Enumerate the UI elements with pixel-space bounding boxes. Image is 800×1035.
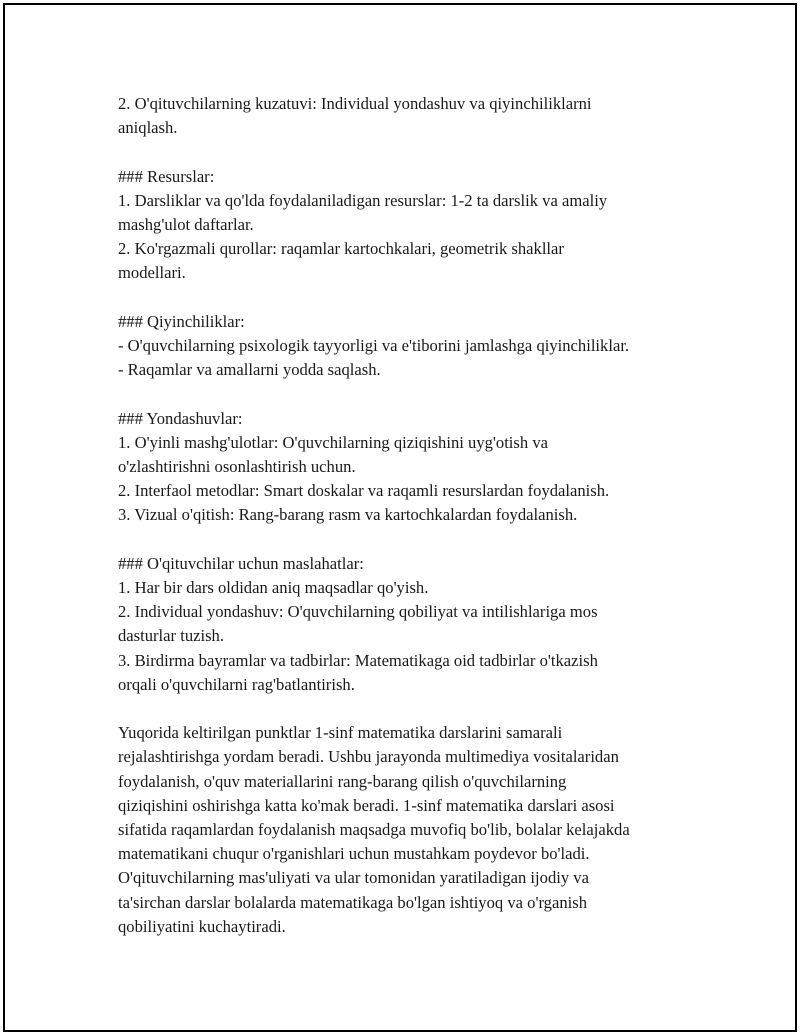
- text-line: 1. Har bir dars oldidan aniq maqsadlar qo'yish.: [118, 578, 429, 597]
- paragraph-gap: [118, 697, 718, 721]
- text-line: mashg'ulot daftarlar.: [118, 215, 254, 234]
- text-line: 1. O'yinli mashg'ulotlar: O'quvchilarning qiziqishini uyg'otish va: [118, 432, 548, 452]
- paragraph-gap: [118, 528, 718, 552]
- paragraph-gap: [118, 382, 718, 406]
- text-line: - O'quvchilarning psixologik tayyorligi va e'tiborini jamlashga qiyinchiliklar.: [118, 336, 630, 355]
- paragraph-gap: [118, 286, 718, 310]
- text-line: 2. Interfaol metodlar: Smart doskalar va raqamli resurslardan foydalanish.: [118, 481, 610, 501]
- text-line: Yuqorida keltirilgan punktlar 1-sinf matematika darslarini samarali: [118, 723, 563, 743]
- text-line: o'zlashtirishni osonlashtirish uchun.: [118, 457, 356, 476]
- text-line: 3. Birdirma bayramlar va tadbirlar: Matematikaga oid tadbirlar o'tkazish: [118, 650, 598, 670]
- text-line: foydalanish, o'quv materiallarini rang-barang qilish o'quvchilarning: [118, 771, 567, 791]
- text-line: aniqlash.: [118, 118, 178, 138]
- text-line: 3. Vizual o'qitish: Rang-barang rasm va kartochkalardan foydalanish.: [118, 505, 578, 525]
- text-line: qobiliyatini kuchaytiradi.: [118, 916, 286, 936]
- text-line: 2. O'qituvchilarning kuzatuvi: Individual yondashuv va qiyinchiliklarni: [118, 94, 592, 113]
- text-line: rejalashtirishga yordam beradi. Ushbu jarayonda multimediya vositalaridan: [118, 747, 619, 767]
- paragraph-gap: [118, 140, 718, 164]
- text-line: modellari.: [118, 263, 186, 283]
- text-line: - Raqamlar va amallarni yodda saqlash.: [118, 360, 381, 380]
- text-line: 2. Individual yondashuv: O'quvchilarning qobiliyat va intilishlariga mos: [118, 602, 598, 622]
- text-line: ta'sirchan darslar bolalarda matematikaga bo'lgan ishtiyoq va o'rganish: [118, 892, 587, 912]
- text-line: orqali o'quvchilarni rag'batlantirish.: [118, 674, 355, 694]
- text-line: 2. Ko'rgazmali qurollar: raqamlar kartochkalari, geometrik shakllar: [118, 239, 564, 259]
- section-heading: ### Resurslar:: [118, 166, 215, 186]
- section-heading: ### Yondashuvlar:: [118, 408, 243, 428]
- section-heading: ### O'qituvchilar uchun maslahatlar:: [118, 553, 364, 573]
- document-body: [118, 92, 718, 939]
- section-heading: ### Qiyinchiliklar:: [118, 311, 245, 331]
- text-line: 1. Darsliklar va qo'lda foydalaniladigan resurslar: 1-2 ta darslik va amaliy: [118, 190, 608, 210]
- text-line: O'qituvchilarning mas'uliyati va ular tomonidan yaratiladigan ijodiy va: [118, 868, 589, 888]
- text-line: dasturlar tuzish.: [118, 626, 224, 646]
- text-line: matematikani chuqur o'rganishlari uchun mustahkam poydevor bo'ladi.: [118, 844, 590, 864]
- text-line: qiziqishini oshirishga katta ko'mak beradi. 1-sinf matematika darslari asosi: [118, 795, 615, 815]
- text-line: sifatida raqamlardan foydalanish maqsadga muvofiq bo'lib, bolalar kelajakda: [118, 820, 630, 840]
